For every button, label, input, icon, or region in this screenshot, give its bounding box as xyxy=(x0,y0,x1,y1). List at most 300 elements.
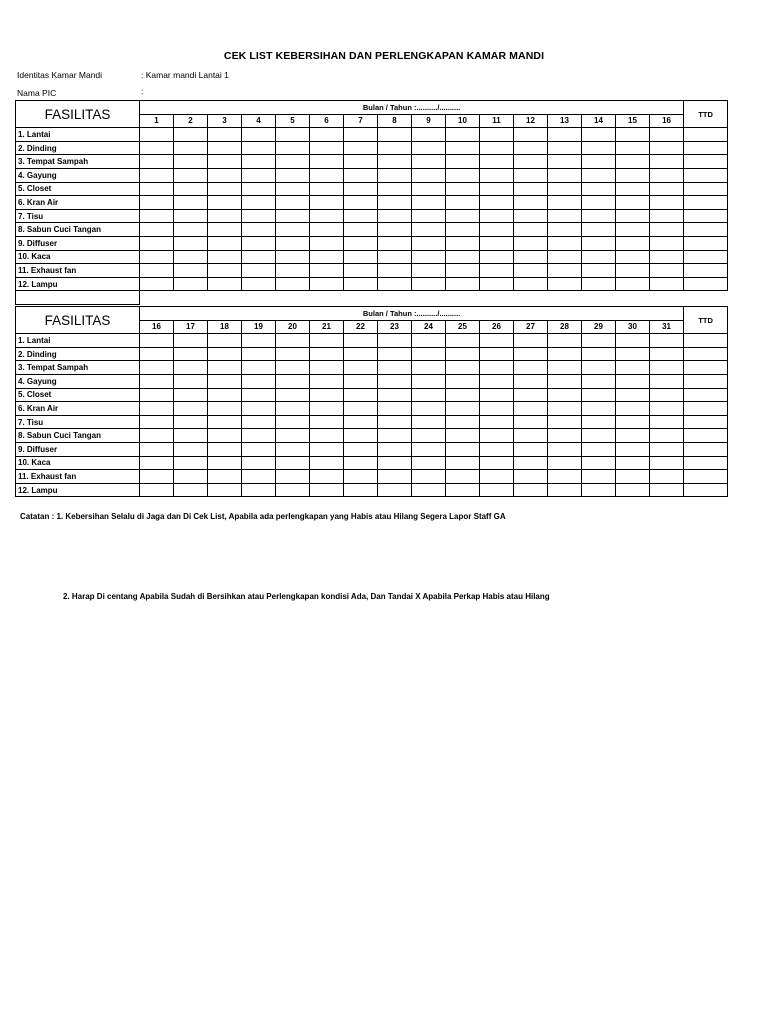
check-cell[interactable] xyxy=(208,470,242,484)
check-cell[interactable] xyxy=(616,415,650,429)
check-cell[interactable] xyxy=(480,483,514,497)
check-cell[interactable] xyxy=(242,182,276,196)
check-cell[interactable] xyxy=(242,209,276,223)
check-cell[interactable] xyxy=(514,128,548,142)
check-cell[interactable] xyxy=(208,264,242,278)
check-cell[interactable] xyxy=(310,168,344,182)
check-cell[interactable] xyxy=(514,250,548,264)
check-cell[interactable] xyxy=(582,223,616,237)
ttd-cell[interactable] xyxy=(684,361,728,375)
ttd-cell[interactable] xyxy=(684,236,728,250)
check-cell[interactable] xyxy=(378,141,412,155)
check-cell[interactable] xyxy=(446,141,480,155)
check-cell[interactable] xyxy=(276,128,310,142)
check-cell[interactable] xyxy=(650,388,684,402)
check-cell[interactable] xyxy=(514,334,548,348)
check-cell[interactable] xyxy=(242,236,276,250)
check-cell[interactable] xyxy=(208,334,242,348)
check-cell[interactable] xyxy=(276,334,310,348)
check-cell[interactable] xyxy=(276,388,310,402)
check-cell[interactable] xyxy=(310,442,344,456)
check-cell[interactable] xyxy=(548,483,582,497)
check-cell[interactable] xyxy=(548,277,582,291)
check-cell[interactable] xyxy=(412,456,446,470)
check-cell[interactable] xyxy=(276,429,310,443)
check-cell[interactable] xyxy=(480,429,514,443)
check-cell[interactable] xyxy=(616,388,650,402)
check-cell[interactable] xyxy=(140,483,174,497)
ttd-cell[interactable] xyxy=(684,442,728,456)
check-cell[interactable] xyxy=(378,361,412,375)
check-cell[interactable] xyxy=(242,483,276,497)
check-cell[interactable] xyxy=(480,361,514,375)
check-cell[interactable] xyxy=(344,415,378,429)
check-cell[interactable] xyxy=(480,209,514,223)
check-cell[interactable] xyxy=(140,155,174,169)
check-cell[interactable] xyxy=(412,277,446,291)
check-cell[interactable] xyxy=(616,182,650,196)
check-cell[interactable] xyxy=(480,250,514,264)
check-cell[interactable] xyxy=(480,388,514,402)
check-cell[interactable] xyxy=(548,334,582,348)
check-cell[interactable] xyxy=(616,277,650,291)
check-cell[interactable] xyxy=(140,374,174,388)
check-cell[interactable] xyxy=(208,182,242,196)
check-cell[interactable] xyxy=(548,415,582,429)
check-cell[interactable] xyxy=(480,442,514,456)
check-cell[interactable] xyxy=(514,388,548,402)
check-cell[interactable] xyxy=(514,402,548,416)
ttd-cell[interactable] xyxy=(684,182,728,196)
check-cell[interactable] xyxy=(208,361,242,375)
check-cell[interactable] xyxy=(344,250,378,264)
check-cell[interactable] xyxy=(548,374,582,388)
check-cell[interactable] xyxy=(480,415,514,429)
check-cell[interactable] xyxy=(140,236,174,250)
check-cell[interactable] xyxy=(412,442,446,456)
check-cell[interactable] xyxy=(140,196,174,210)
check-cell[interactable] xyxy=(310,456,344,470)
check-cell[interactable] xyxy=(344,470,378,484)
check-cell[interactable] xyxy=(616,483,650,497)
check-cell[interactable] xyxy=(650,361,684,375)
check-cell[interactable] xyxy=(514,196,548,210)
check-cell[interactable] xyxy=(514,347,548,361)
check-cell[interactable] xyxy=(650,236,684,250)
check-cell[interactable] xyxy=(344,429,378,443)
check-cell[interactable] xyxy=(378,264,412,278)
check-cell[interactable] xyxy=(650,456,684,470)
check-cell[interactable] xyxy=(310,155,344,169)
check-cell[interactable] xyxy=(548,196,582,210)
check-cell[interactable] xyxy=(548,155,582,169)
ttd-cell[interactable] xyxy=(684,223,728,237)
check-cell[interactable] xyxy=(582,429,616,443)
check-cell[interactable] xyxy=(582,402,616,416)
check-cell[interactable] xyxy=(650,347,684,361)
check-cell[interactable] xyxy=(480,182,514,196)
check-cell[interactable] xyxy=(242,196,276,210)
check-cell[interactable] xyxy=(412,483,446,497)
check-cell[interactable] xyxy=(616,264,650,278)
check-cell[interactable] xyxy=(174,347,208,361)
check-cell[interactable] xyxy=(310,415,344,429)
check-cell[interactable] xyxy=(378,168,412,182)
check-cell[interactable] xyxy=(344,442,378,456)
check-cell[interactable] xyxy=(548,141,582,155)
check-cell[interactable] xyxy=(276,236,310,250)
check-cell[interactable] xyxy=(446,182,480,196)
ttd-cell[interactable] xyxy=(684,347,728,361)
check-cell[interactable] xyxy=(276,182,310,196)
check-cell[interactable] xyxy=(140,223,174,237)
check-cell[interactable] xyxy=(548,223,582,237)
check-cell[interactable] xyxy=(208,141,242,155)
check-cell[interactable] xyxy=(446,402,480,416)
check-cell[interactable] xyxy=(174,277,208,291)
ttd-cell[interactable] xyxy=(684,196,728,210)
check-cell[interactable] xyxy=(242,347,276,361)
check-cell[interactable] xyxy=(344,155,378,169)
check-cell[interactable] xyxy=(650,223,684,237)
check-cell[interactable] xyxy=(174,456,208,470)
check-cell[interactable] xyxy=(650,250,684,264)
check-cell[interactable] xyxy=(650,128,684,142)
check-cell[interactable] xyxy=(582,456,616,470)
check-cell[interactable] xyxy=(446,361,480,375)
check-cell[interactable] xyxy=(378,277,412,291)
check-cell[interactable] xyxy=(650,334,684,348)
ttd-cell[interactable] xyxy=(684,128,728,142)
check-cell[interactable] xyxy=(650,470,684,484)
check-cell[interactable] xyxy=(412,429,446,443)
check-cell[interactable] xyxy=(446,442,480,456)
check-cell[interactable] xyxy=(174,141,208,155)
check-cell[interactable] xyxy=(412,388,446,402)
check-cell[interactable] xyxy=(514,361,548,375)
check-cell[interactable] xyxy=(378,209,412,223)
check-cell[interactable] xyxy=(310,374,344,388)
check-cell[interactable] xyxy=(208,236,242,250)
check-cell[interactable] xyxy=(208,402,242,416)
check-cell[interactable] xyxy=(582,182,616,196)
check-cell[interactable] xyxy=(412,361,446,375)
check-cell[interactable] xyxy=(310,264,344,278)
check-cell[interactable] xyxy=(582,277,616,291)
check-cell[interactable] xyxy=(514,209,548,223)
check-cell[interactable] xyxy=(276,456,310,470)
check-cell[interactable] xyxy=(616,402,650,416)
check-cell[interactable] xyxy=(412,347,446,361)
check-cell[interactable] xyxy=(616,236,650,250)
check-cell[interactable] xyxy=(174,483,208,497)
check-cell[interactable] xyxy=(378,223,412,237)
ttd-cell[interactable] xyxy=(684,277,728,291)
check-cell[interactable] xyxy=(616,334,650,348)
check-cell[interactable] xyxy=(344,388,378,402)
check-cell[interactable] xyxy=(208,128,242,142)
check-cell[interactable] xyxy=(174,442,208,456)
check-cell[interactable] xyxy=(378,128,412,142)
check-cell[interactable] xyxy=(242,388,276,402)
check-cell[interactable] xyxy=(548,347,582,361)
check-cell[interactable] xyxy=(616,250,650,264)
check-cell[interactable] xyxy=(344,361,378,375)
check-cell[interactable] xyxy=(310,223,344,237)
check-cell[interactable] xyxy=(446,223,480,237)
check-cell[interactable] xyxy=(616,442,650,456)
check-cell[interactable] xyxy=(446,415,480,429)
check-cell[interactable] xyxy=(344,456,378,470)
check-cell[interactable] xyxy=(582,483,616,497)
check-cell[interactable] xyxy=(208,223,242,237)
check-cell[interactable] xyxy=(514,264,548,278)
check-cell[interactable] xyxy=(514,483,548,497)
check-cell[interactable] xyxy=(582,128,616,142)
check-cell[interactable] xyxy=(582,196,616,210)
check-cell[interactable] xyxy=(412,402,446,416)
check-cell[interactable] xyxy=(480,347,514,361)
check-cell[interactable] xyxy=(412,334,446,348)
check-cell[interactable] xyxy=(378,456,412,470)
check-cell[interactable] xyxy=(310,483,344,497)
check-cell[interactable] xyxy=(480,168,514,182)
check-cell[interactable] xyxy=(582,442,616,456)
check-cell[interactable] xyxy=(310,196,344,210)
check-cell[interactable] xyxy=(480,470,514,484)
check-cell[interactable] xyxy=(242,456,276,470)
check-cell[interactable] xyxy=(276,470,310,484)
check-cell[interactable] xyxy=(344,223,378,237)
check-cell[interactable] xyxy=(412,470,446,484)
check-cell[interactable] xyxy=(446,456,480,470)
check-cell[interactable] xyxy=(140,334,174,348)
check-cell[interactable] xyxy=(446,429,480,443)
check-cell[interactable] xyxy=(242,250,276,264)
check-cell[interactable] xyxy=(378,415,412,429)
check-cell[interactable] xyxy=(412,415,446,429)
ttd-cell[interactable] xyxy=(684,250,728,264)
check-cell[interactable] xyxy=(480,223,514,237)
check-cell[interactable] xyxy=(582,264,616,278)
check-cell[interactable] xyxy=(514,374,548,388)
check-cell[interactable] xyxy=(140,388,174,402)
check-cell[interactable] xyxy=(140,402,174,416)
check-cell[interactable] xyxy=(446,334,480,348)
check-cell[interactable] xyxy=(378,236,412,250)
check-cell[interactable] xyxy=(174,128,208,142)
check-cell[interactable] xyxy=(378,196,412,210)
check-cell[interactable] xyxy=(276,374,310,388)
check-cell[interactable] xyxy=(514,277,548,291)
check-cell[interactable] xyxy=(480,155,514,169)
check-cell[interactable] xyxy=(446,168,480,182)
check-cell[interactable] xyxy=(650,196,684,210)
ttd-cell[interactable] xyxy=(684,388,728,402)
check-cell[interactable] xyxy=(344,128,378,142)
check-cell[interactable] xyxy=(548,182,582,196)
check-cell[interactable] xyxy=(276,361,310,375)
check-cell[interactable] xyxy=(208,388,242,402)
check-cell[interactable] xyxy=(208,155,242,169)
check-cell[interactable] xyxy=(140,264,174,278)
check-cell[interactable] xyxy=(276,209,310,223)
check-cell[interactable] xyxy=(514,429,548,443)
check-cell[interactable] xyxy=(310,128,344,142)
check-cell[interactable] xyxy=(582,236,616,250)
check-cell[interactable] xyxy=(174,264,208,278)
check-cell[interactable] xyxy=(242,374,276,388)
check-cell[interactable] xyxy=(140,347,174,361)
ttd-cell[interactable] xyxy=(684,334,728,348)
check-cell[interactable] xyxy=(208,483,242,497)
check-cell[interactable] xyxy=(616,470,650,484)
ttd-cell[interactable] xyxy=(684,168,728,182)
check-cell[interactable] xyxy=(548,209,582,223)
check-cell[interactable] xyxy=(378,388,412,402)
check-cell[interactable] xyxy=(378,374,412,388)
check-cell[interactable] xyxy=(480,196,514,210)
ttd-cell[interactable] xyxy=(684,483,728,497)
check-cell[interactable] xyxy=(616,361,650,375)
check-cell[interactable] xyxy=(174,334,208,348)
check-cell[interactable] xyxy=(174,374,208,388)
check-cell[interactable] xyxy=(548,250,582,264)
check-cell[interactable] xyxy=(650,182,684,196)
ttd-cell[interactable] xyxy=(684,141,728,155)
check-cell[interactable] xyxy=(480,236,514,250)
check-cell[interactable] xyxy=(548,168,582,182)
check-cell[interactable] xyxy=(242,361,276,375)
check-cell[interactable] xyxy=(378,429,412,443)
check-cell[interactable] xyxy=(276,277,310,291)
check-cell[interactable] xyxy=(582,374,616,388)
check-cell[interactable] xyxy=(310,361,344,375)
check-cell[interactable] xyxy=(514,442,548,456)
check-cell[interactable] xyxy=(616,429,650,443)
check-cell[interactable] xyxy=(344,483,378,497)
check-cell[interactable] xyxy=(208,168,242,182)
check-cell[interactable] xyxy=(650,141,684,155)
check-cell[interactable] xyxy=(174,209,208,223)
check-cell[interactable] xyxy=(446,264,480,278)
check-cell[interactable] xyxy=(548,128,582,142)
check-cell[interactable] xyxy=(140,415,174,429)
check-cell[interactable] xyxy=(514,415,548,429)
check-cell[interactable] xyxy=(378,155,412,169)
check-cell[interactable] xyxy=(174,429,208,443)
check-cell[interactable] xyxy=(548,429,582,443)
check-cell[interactable] xyxy=(242,223,276,237)
ttd-cell[interactable] xyxy=(684,155,728,169)
check-cell[interactable] xyxy=(140,456,174,470)
ttd-cell[interactable] xyxy=(684,456,728,470)
check-cell[interactable] xyxy=(412,155,446,169)
check-cell[interactable] xyxy=(446,250,480,264)
check-cell[interactable] xyxy=(650,168,684,182)
check-cell[interactable] xyxy=(480,141,514,155)
check-cell[interactable] xyxy=(208,196,242,210)
check-cell[interactable] xyxy=(514,470,548,484)
check-cell[interactable] xyxy=(276,196,310,210)
check-cell[interactable] xyxy=(412,128,446,142)
check-cell[interactable] xyxy=(582,334,616,348)
check-cell[interactable] xyxy=(616,155,650,169)
check-cell[interactable] xyxy=(174,168,208,182)
check-cell[interactable] xyxy=(548,402,582,416)
check-cell[interactable] xyxy=(276,402,310,416)
check-cell[interactable] xyxy=(650,429,684,443)
check-cell[interactable] xyxy=(616,196,650,210)
check-cell[interactable] xyxy=(514,456,548,470)
check-cell[interactable] xyxy=(344,402,378,416)
check-cell[interactable] xyxy=(446,347,480,361)
check-cell[interactable] xyxy=(616,209,650,223)
check-cell[interactable] xyxy=(344,277,378,291)
check-cell[interactable] xyxy=(174,155,208,169)
check-cell[interactable] xyxy=(412,209,446,223)
check-cell[interactable] xyxy=(140,168,174,182)
check-cell[interactable] xyxy=(208,250,242,264)
check-cell[interactable] xyxy=(242,442,276,456)
check-cell[interactable] xyxy=(174,361,208,375)
check-cell[interactable] xyxy=(378,334,412,348)
check-cell[interactable] xyxy=(276,264,310,278)
check-cell[interactable] xyxy=(514,182,548,196)
ttd-cell[interactable] xyxy=(684,264,728,278)
check-cell[interactable] xyxy=(344,374,378,388)
check-cell[interactable] xyxy=(174,388,208,402)
check-cell[interactable] xyxy=(208,442,242,456)
check-cell[interactable] xyxy=(412,141,446,155)
check-cell[interactable] xyxy=(548,470,582,484)
check-cell[interactable] xyxy=(140,128,174,142)
check-cell[interactable] xyxy=(174,236,208,250)
check-cell[interactable] xyxy=(548,236,582,250)
check-cell[interactable] xyxy=(582,250,616,264)
check-cell[interactable] xyxy=(208,347,242,361)
check-cell[interactable] xyxy=(276,250,310,264)
check-cell[interactable] xyxy=(412,264,446,278)
check-cell[interactable] xyxy=(412,182,446,196)
check-cell[interactable] xyxy=(446,388,480,402)
check-cell[interactable] xyxy=(276,415,310,429)
check-cell[interactable] xyxy=(582,168,616,182)
check-cell[interactable] xyxy=(378,442,412,456)
check-cell[interactable] xyxy=(174,402,208,416)
check-cell[interactable] xyxy=(140,277,174,291)
check-cell[interactable] xyxy=(140,429,174,443)
check-cell[interactable] xyxy=(242,402,276,416)
check-cell[interactable] xyxy=(174,250,208,264)
check-cell[interactable] xyxy=(650,209,684,223)
check-cell[interactable] xyxy=(344,141,378,155)
check-cell[interactable] xyxy=(344,182,378,196)
check-cell[interactable] xyxy=(140,182,174,196)
check-cell[interactable] xyxy=(548,456,582,470)
check-cell[interactable] xyxy=(344,168,378,182)
check-cell[interactable] xyxy=(174,182,208,196)
check-cell[interactable] xyxy=(616,141,650,155)
check-cell[interactable] xyxy=(310,209,344,223)
check-cell[interactable] xyxy=(276,155,310,169)
check-cell[interactable] xyxy=(208,429,242,443)
check-cell[interactable] xyxy=(310,141,344,155)
check-cell[interactable] xyxy=(514,168,548,182)
check-cell[interactable] xyxy=(514,223,548,237)
check-cell[interactable] xyxy=(582,141,616,155)
check-cell[interactable] xyxy=(582,361,616,375)
